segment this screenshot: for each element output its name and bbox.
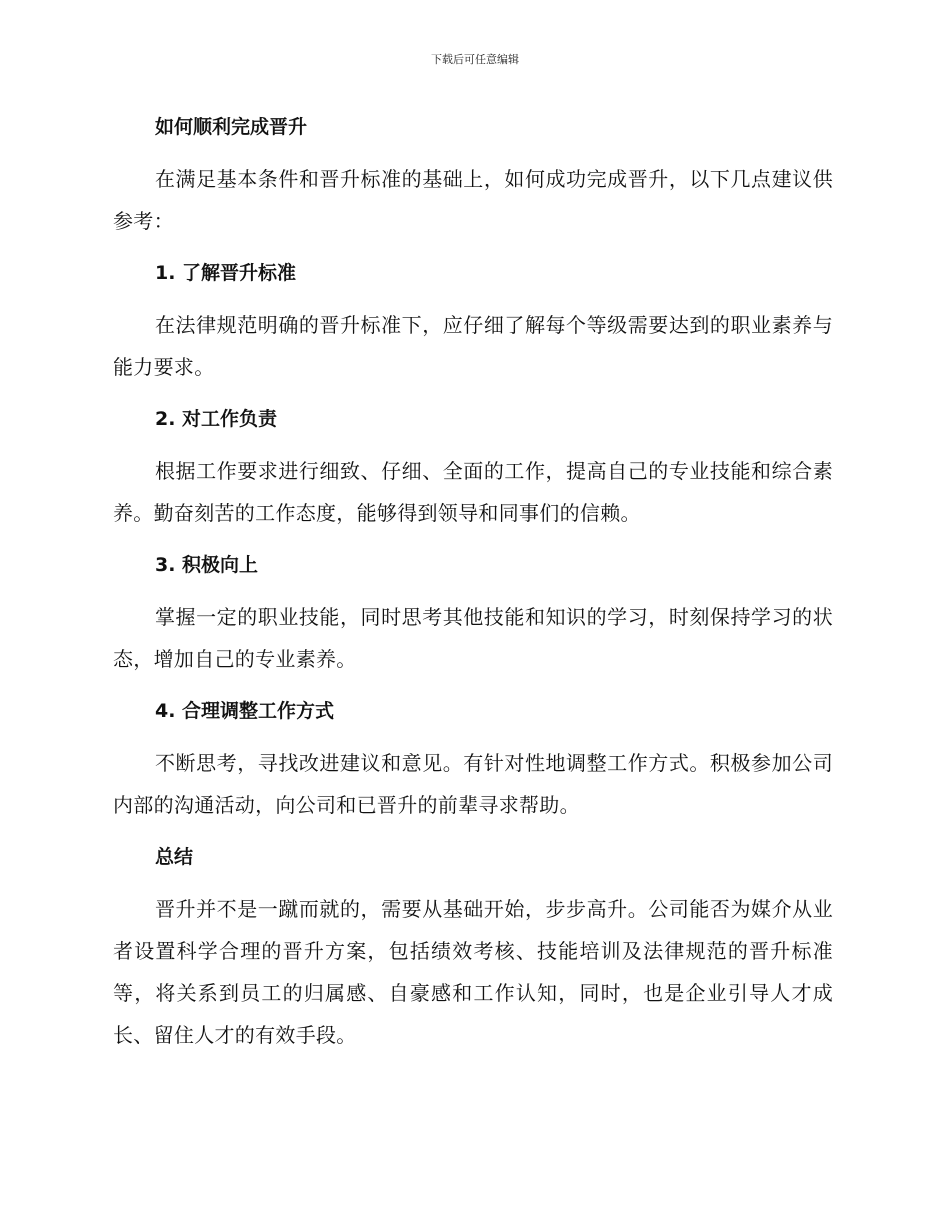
section-heading: 总结 <box>155 846 194 868</box>
section-paragraph: 在法律规范明确的晋升标准下，应仔细了解每个等级需要达到的职业素养与能力要求。 <box>113 313 833 379</box>
section-paragraph: 根据工作要求进行细致、仔细、全面的工作，提高自己的专业技能和综合素养。勤奋刻苦的工作态度，能够得到领导和同事们的信赖。 <box>113 459 833 525</box>
section-heading: 1. 了解晋升标准 <box>155 262 297 284</box>
section-heading: 3. 积极向上 <box>155 554 259 576</box>
section-paragraph: 不断思考，寻找改进建议和意见。有针对性地调整工作方式。积极参加公司内部的沟通活动，向公司和已晋升的前辈寻求帮助。 <box>113 751 833 817</box>
page-header-note: 下载后可任意编辑 <box>431 53 519 66</box>
section-heading: 如何顺利完成晋升 <box>155 116 308 138</box>
section-heading: 4. 合理调整工作方式 <box>155 700 335 722</box>
section-paragraph: 晋升并不是一蹴而就的，需要从基础开始，步步高升。公司能否为媒介从业者设置科学合理的晋升方案，包括绩效考核、技能培训及法律规范的晋升标准等，将关系到员工的归属感、自豪感和工作认知，同时，也是企业引导人才成长、留住人才的有效手段。 <box>113 897 833 1047</box>
document-body <box>113 106 833 1066</box>
section-paragraph: 在满足基本条件和晋升标准的基础上，如何成功完成晋升，以下几点建议供参考： <box>113 167 833 233</box>
section-heading: 2. 对工作负责 <box>155 408 278 430</box>
section-paragraph: 掌握一定的职业技能，同时思考其他技能和知识的学习，时刻保持学习的状态，增加自己的专业素养。 <box>113 605 833 671</box>
